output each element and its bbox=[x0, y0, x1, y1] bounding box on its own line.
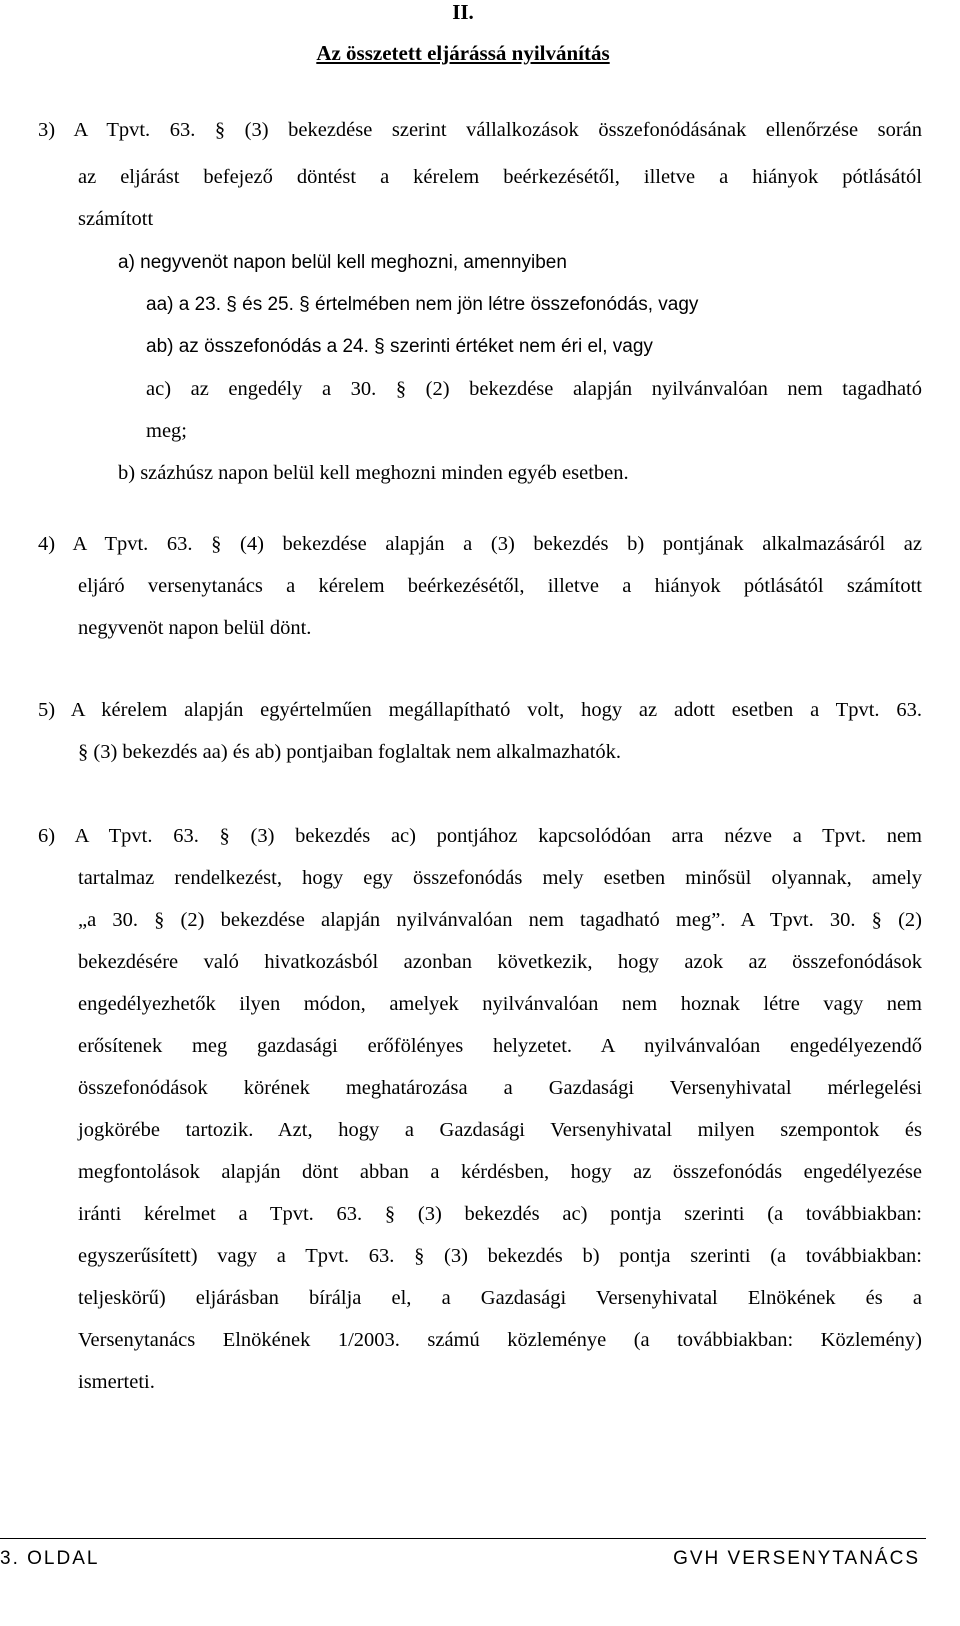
p6-line-4: bekezdésére való hivatkozásból azonban következik, hogy azok az összefonódások bbox=[78, 951, 922, 973]
p6-line-3: „a 30. § (2) bekezdése alapján nyilvánvalóan nem tagadható meg”. A Tpvt. 30. § (2) bbox=[78, 909, 922, 931]
p5-line-1: 5) A kérelem alapján egyértelműen megállapítható volt, hogy az adott esetben a Tpvt. 63. bbox=[38, 699, 922, 721]
footer-page-number: 3. OLDAL bbox=[0, 1548, 100, 1569]
p6-line-7: összefonódások körének meghatározása a Gazdasági Versenyhivatal mérlegelési bbox=[78, 1077, 922, 1099]
p3-item-ab: ab) az összefonódás a 24. § szerinti értéket nem éri el, vagy bbox=[146, 336, 653, 357]
p6-line-2: tartalmaz rendelkezést, hogy egy összefonódás mely esetben minősül olyannak, amely bbox=[78, 867, 922, 889]
p3-item-b: b) százhúsz napon belül kell meghozni minden egyéb esetben. bbox=[118, 462, 629, 484]
chapter-number: II. bbox=[452, 0, 474, 24]
p6-line-10: iránti kérelmet a Tpvt. 63. § (3) bekezdés ac) pontja szerinti (a továbbiakban: bbox=[78, 1203, 922, 1225]
p4-line-3: negyvenöt napon belül dönt. bbox=[78, 617, 312, 639]
p5-line-2: § (3) bekezdés aa) és ab) pontjaiban foglaltak nem alkalmazhatók. bbox=[78, 741, 622, 763]
p3-item-ac-line-1: ac) az engedély a 30. § (2) bekezdése alapján nyilvánvalóan nem tagadható bbox=[146, 378, 922, 400]
p6-line-14: ismerteti. bbox=[78, 1371, 155, 1393]
p3-line-3: számított bbox=[78, 208, 154, 230]
p4-line-2: eljáró versenytanács a kérelem beérkezésétől, illetve a hiányok pótlásától számított bbox=[78, 575, 922, 597]
p3-item-aa: aa) a 23. § és 25. § értelmében nem jön létre összefonódás, vagy bbox=[146, 294, 699, 315]
p3-line-1: 3) A Tpvt. 63. § (3) bekezdése szerint vállalkozások összefonódásának ellenőrzése során bbox=[38, 119, 922, 141]
p6-line-1: 6) A Tpvt. 63. § (3) bekezdés ac) pontjához kapcsolódóan arra nézve a Tpvt. nem bbox=[38, 825, 922, 847]
p4-line-1: 4) A Tpvt. 63. § (4) bekezdése alapján a (3) bekezdés b) pontjának alkalmazásáról az bbox=[38, 533, 922, 555]
p6-line-9: megfontolások alapján dönt abban a kérdésben, hogy az összefonódás engedélyezése bbox=[78, 1161, 922, 1183]
p6-line-11: egyszerűsített) vagy a Tpvt. 63. § (3) bekezdés b) pontja szerinti (a továbbiakban: bbox=[78, 1245, 922, 1267]
p3-item-ac-line-2: meg; bbox=[146, 420, 187, 442]
section-title-text: Az összetett eljárássá nyilvánítás bbox=[316, 41, 610, 65]
p3-line-2: az eljárást befejező döntést a kérelem beérkezésétől, illetve a hiányok pótlásától bbox=[78, 166, 922, 188]
p6-line-13: Versenytanács Elnökének 1/2003. számú közleménye (a továbbiakban: Közlemény) bbox=[78, 1329, 922, 1351]
p6-line-5: engedélyezhetők ilyen módon, amelyek nyilvánvalóan nem hoznak létre vagy nem bbox=[78, 993, 922, 1015]
p6-line-6: erősítenek meg gazdasági erőfölényes helyzetet. A nyilvánvalóan engedélyezendő bbox=[78, 1035, 922, 1057]
section-title bbox=[0, 40, 926, 66]
p6-line-8: jogkörébe tartozik. Azt, hogy a Gazdasági Versenyhivatal milyen szempontok és bbox=[78, 1119, 922, 1141]
p6-line-12: teljeskörű) eljárásban bírálja el, a Gazdasági Versenyhivatal Elnökének és a bbox=[78, 1287, 922, 1309]
footer-organization: GVH VERSENYTANÁCS bbox=[673, 1548, 920, 1569]
p3-item-a: a) negyvenöt napon belül kell meghozni, amennyiben bbox=[118, 252, 567, 273]
footer-divider bbox=[0, 1538, 926, 1539]
